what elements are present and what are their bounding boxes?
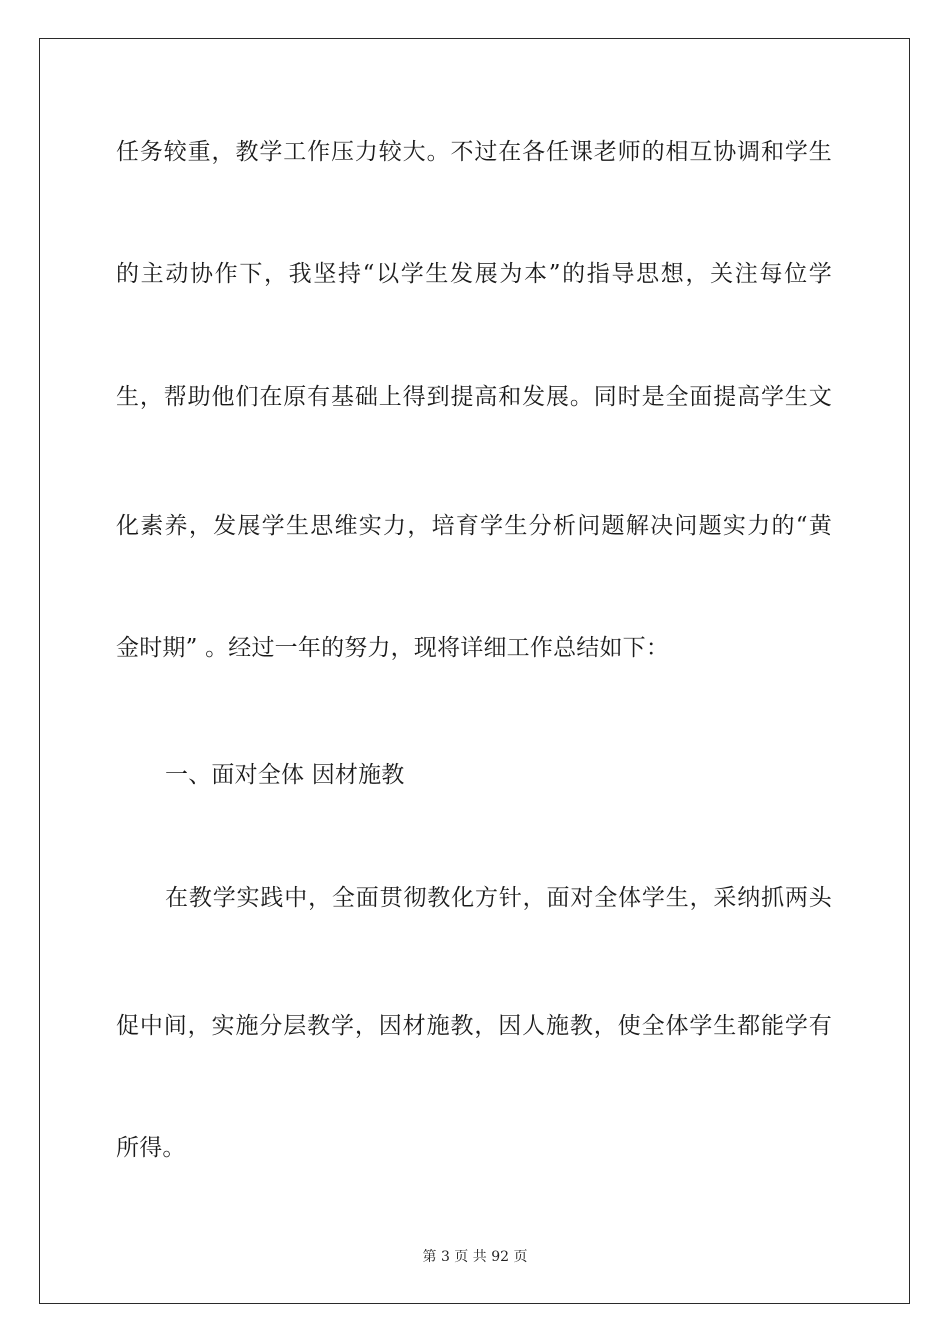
body-line-4: 化素养，发展学生思维实力，培育学生分析问题解决问题实力的“黄	[116, 513, 832, 539]
body-line-9: 所得。	[116, 1135, 186, 1161]
body-line-5: 金时期” 。经过一年的努力，现将详细工作总结如下：	[116, 635, 670, 661]
page-border	[39, 38, 910, 1304]
section-heading: 一、面对全体 因材施教	[165, 762, 405, 788]
page-number-footer: 第 3 页 共 92 页	[422, 1249, 528, 1265]
body-line-8: 促中间，实施分层教学，因材施教，因人施教，使全体学生都能学有	[116, 1013, 832, 1039]
body-line-1: 任务较重，教学工作压力较大。不过在各任课老师的相互协调和学生	[116, 139, 832, 165]
body-line-7: 在教学实践中，全面贯彻教化方针，面对全体学生，采纳抓两头	[165, 885, 832, 911]
body-line-2: 的主动协作下，我坚持“以学生发展为本”的指导思想，关注每位学	[116, 261, 832, 287]
body-line-3: 生，帮助他们在原有基础上得到提高和发展。同时是全面提高学生文	[116, 384, 832, 410]
